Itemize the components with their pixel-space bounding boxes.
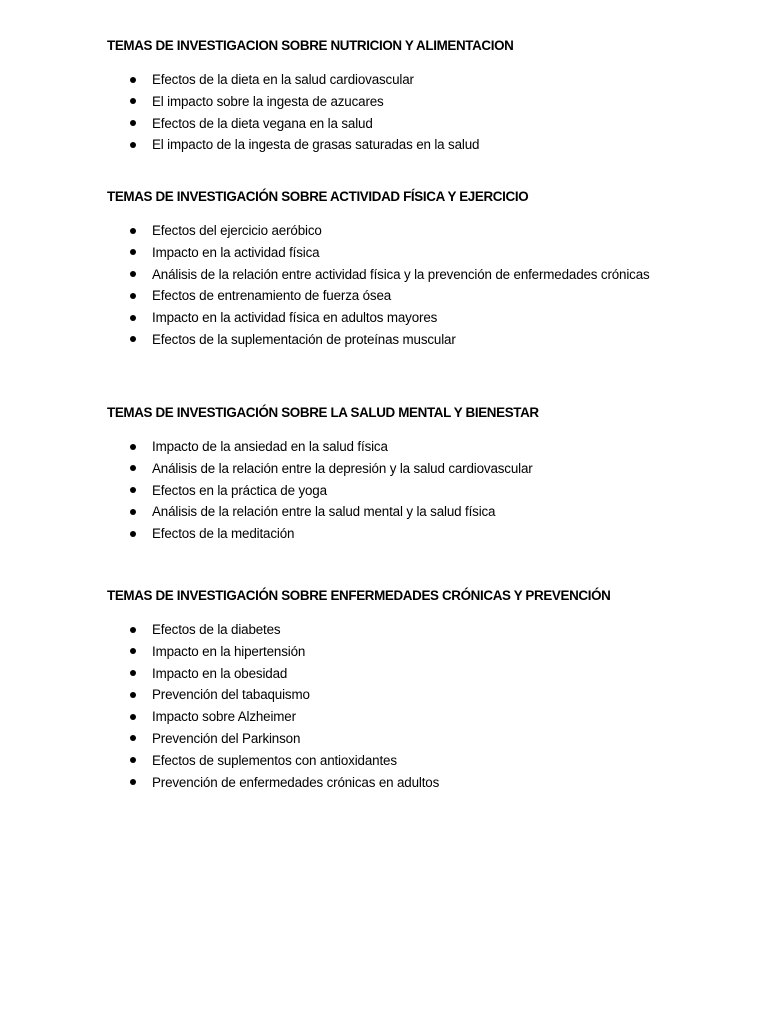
list-item-text: Efectos de la meditación [152,526,295,542]
list-item-text: Efectos del ejercicio aeróbico [152,223,322,238]
list-item [107,113,667,135]
section-nutricion [107,37,667,156]
section-title: TEMAS DE INVESTIGACIÓN SOBRE ENFERMEDADES CRÓNICAS Y PREVENCIÓN [107,588,611,603]
list-item [107,523,667,545]
bullet-icon [130,228,136,234]
list-item [107,264,667,286]
list-item [107,220,667,242]
bullet-icon [130,487,136,493]
list-item [107,436,667,458]
bullet-icon [130,692,136,698]
section-title: TEMAS DE INVESTIGACION SOBRE NUTRICION Y ALIMENTACION [107,38,514,53]
list-item [107,458,667,480]
section-salud-mental [107,404,667,545]
list-item-text: Efectos de suplementos con antioxidantes [152,752,397,768]
list-item-text: Efectos de entrenamiento de fuerza ósea [152,288,392,304]
list-item [107,641,667,663]
bullet-icon [130,735,136,741]
list-item [107,480,667,502]
list-item-text: Efectos de la diabetes [152,622,281,637]
list-item-text: Efectos de la dieta en la salud cardiovascular [152,72,414,87]
list-item-text: Prevención del tabaquismo [152,687,310,703]
list-item-text: Análisis de la relación entre la salud mental y la salud física [152,504,496,520]
list-item-text: Efectos en la práctica de yoga [152,482,327,498]
list-item-text: Efectos de la suplementación de proteínas muscular [152,331,456,347]
list-item [107,619,667,641]
bullet-list [107,436,667,545]
bullet-icon [130,120,136,126]
section-title: TEMAS DE INVESTIGACIÓN SOBRE ACTIVIDAD FÍSICA Y EJERCICIO [107,189,529,204]
bullet-list [107,69,667,156]
list-item-text: Impacto en la actividad física en adultos mayores [152,310,438,326]
section-title: TEMAS DE INVESTIGACIÓN SOBRE LA SALUD MENTAL Y BIENESTAR [107,405,539,420]
bullet-icon [130,77,136,83]
list-item [107,728,667,750]
list-item-text: Impacto sobre Alzheimer [152,709,296,725]
section-enfermedades-cronicas [107,587,667,793]
bullet-icon [130,249,136,255]
bullet-list [107,220,667,351]
list-item [107,663,667,685]
bullet-icon [130,465,136,471]
list-item-text: Impacto en la obesidad [152,665,288,681]
bullet-icon [130,315,136,321]
list-item [107,285,667,307]
bullet-icon [130,670,136,676]
bullet-icon [130,531,136,537]
list-item [107,750,667,772]
list-item [107,69,667,91]
bullet-icon [130,779,136,785]
list-item-text: Análisis de la relación entre actividad física y la prevención de enfermedades crónicas [152,266,650,282]
bullet-icon [130,293,136,299]
list-item-text: Prevención del Parkinson [152,730,301,746]
bullet-icon [130,714,136,720]
list-item [107,684,667,706]
list-item-text: Impacto de la ansiedad en la salud física [152,439,388,454]
bullet-icon [130,271,136,277]
bullet-icon [130,142,136,148]
list-item-text: El impacto de la ingesta de grasas saturadas en la salud [152,137,480,153]
list-item [107,307,667,329]
bullet-icon [130,509,136,515]
list-item-text: Impacto en la hipertensión [152,643,306,659]
list-item-text: Efectos de la dieta vegana en la salud [152,115,373,131]
bullet-icon [130,444,136,450]
list-item [107,501,667,523]
list-item [107,134,667,156]
list-item [107,242,667,264]
list-item [107,772,667,794]
list-item [107,329,667,351]
list-item-text: Impacto en la actividad física [152,244,320,260]
bullet-icon [130,627,136,633]
bullet-icon [130,98,136,104]
bullet-list [107,619,667,793]
bullet-icon [130,648,136,654]
list-item [107,91,667,113]
section-actividad-fisica [107,188,667,351]
bullet-icon [130,336,136,342]
bullet-icon [130,757,136,763]
list-item-text: Prevención de enfermedades crónicas en adultos [152,774,440,790]
list-item-text: Análisis de la relación entre la depresión y la salud cardiovascular [152,460,533,476]
list-item-text: El impacto sobre la ingesta de azucares [152,93,384,109]
list-item [107,706,667,728]
